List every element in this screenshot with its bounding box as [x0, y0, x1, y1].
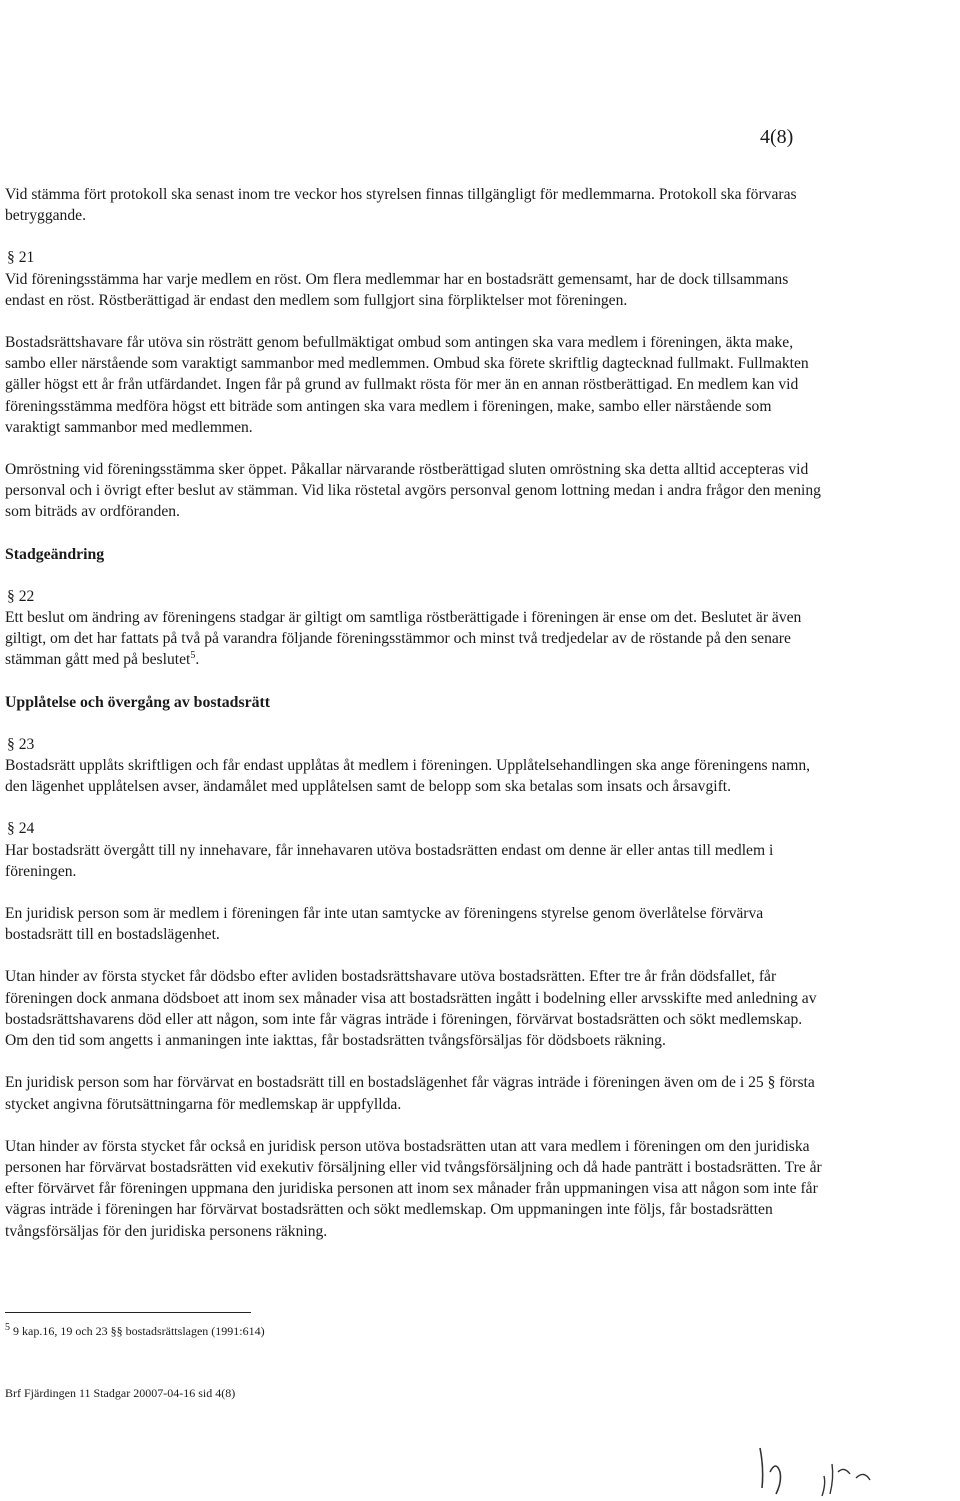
paragraph-juridisk-person-intrade: En juridisk person som har förvärvat en bostadsrätt till en bostadslägenhet får vägras inträde i föreningen även om de i 25 § första stycket angivna förutsättningarna för medlemskap är uppfyllda. [5, 1074, 815, 1113]
paragraph-exekutiv-forsaljning: Utan hinder av första stycket får också en juridisk person utöva bostadsrätten utan att vara medlem i föreningen om den juridiska personen har förvärvat bostadsrätten vid exekutiv försäljning eller vid tvångsförsäljning och då hade panträtt i bostadsrätten. Tre år efter förvärvet får föreningen uppmana den juridiska personen att inom sex månader från uppmaningen visa att någon som inte får vägras inträde i föreningen har förvärvat bostadsrätten och sökt medlemskap. Om uppmaningen inte följs, får bostadsrätten tvångsförsäljas för den juridiska personens räkning. [5, 1137, 822, 1240]
paragraph-omrostning: Omröstning vid föreningsstämma sker öppet. Påkallar närvarande röstberättigad sluten omröstning ska detta alltid accepteras vid personval och i övrigt efter beslut av stämman. Vid lika röstetal avgörs personval genom lottning medan i andra frågor den mening som biträds av ordföranden. [5, 461, 821, 521]
heading-stadgeandring: Stadgeändring [5, 545, 105, 563]
paragraph-stadgeandring-text: Ett beslut om ändring av föreningens stadgar är giltigt om samtliga röstberättigade i föreningen är ense om det. Beslutet är även giltigt, om det har fattats på två på varandra följande föreningsstämmor och minst två tredjedelar av de röstande på den senare stämman gått med på beslutet [5, 609, 802, 669]
footnote-reference: 5 [190, 650, 196, 662]
paragraph-juridisk-person-medlem: En juridisk person som är medlem i föreningen får inte utan samtycke av föreningens styrelse genom överlåtelse förvärva bostadsrätt till en bostadslägenhet. [5, 905, 764, 944]
paragraph-ombud: Bostadsrättshavare får utöva sin rösträtt genom befullmäktigat ombud som antingen ska vara medlem i föreningen, äkta make, sambo eller närstående som varaktigt sammanbor med medlemmen. Ombud ska förete skriftlig dagtecknad fullmakt. Fullmakten gäller högst ett år från utfärdandet. Ingen får på grund av fullmakt rösta för mer än en annan röstberättigad. En medlem kan vid föreningsstämma medföra högst ett biträde som antingen ska vara medlem i föreningen, make, sambo eller närstående som varaktigt sammanbor med medlemmen. [5, 334, 809, 436]
paragraph-stadgeandring-end: . [195, 651, 200, 669]
paragraph-upplatelse: Bostadsrätt upplåts skriftligen och får endast upplåtas åt medlem i föreningen. Upplåtelsehandlingen ska ange föreningens namn, den lägenhet upplåtelsen avser, ändamålet med upplåtelsen samt de belopp som ska betalas som insats och årsavgift. [5, 757, 811, 796]
paragraph-dodsbo: Utan hinder av första stycket får dödsbo efter avliden bostadsrättshavare utöva bostadsrätten. Efter tre år från dödsfallet, får föreningen dock anmana dödsboet att inom sex månader visa att bostadsrätten ingått i bodelning eller arvsskifte med anledning av bostadsrättshavarens död eller att någon, som inte får vägras inträde i föreningen, förvärvat bostadsrätten och sökt medlemskap. Om den tid som angetts i anmaningen inte iakttas, får bostadsrätten tvångsförsäljas för dödsboets räkning. [5, 968, 817, 1050]
paragraph-rostratt: Vid föreningsstämma har varje medlem en röst. Om flera medlemmar har en bostadsrätt gemensamt, har de dock tillsammans endast en röst. Röstberättigad är endast den medlem som fullgjort sina förpliktelser mot föreningen. [5, 270, 789, 309]
document-body [5, 184, 825, 1263]
paragraph-protokoll: Vid stämma fört protokoll ska senast inom tre veckor hos styrelsen finnas tillgängligt för medlemmarna. Protokoll ska förvaras betryggande. [5, 186, 797, 225]
paragraph-overgang: Har bostadsrätt övergått till ny innehavare, får innehavaren utöva bostadsrätten endast om denne är eller antas till medlem i föreningen. [5, 841, 774, 880]
footnote-marker: 5 [5, 1322, 10, 1333]
handwritten-initials [752, 1438, 912, 1498]
footnote [5, 1324, 265, 1339]
section-24-number: § 24 [7, 820, 35, 838]
page-footer: Brf Fjärdingen 11 Stadgar 20007-04-16 sid 4(8) [5, 1386, 236, 1400]
section-21-number: § 21 [7, 249, 35, 267]
footnote-text: 9 kap.16, 19 och 23 §§ bostadsrättslagen (1991:614) [13, 1324, 265, 1338]
section-22-number: § 22 [7, 587, 35, 605]
footnote-divider [5, 1312, 251, 1313]
paragraph-stadgeandring [5, 607, 825, 671]
section-23-number: § 23 [7, 735, 35, 753]
heading-upplatelse: Upplåtelse och övergång av bostadsrätt [5, 693, 271, 711]
page-number: 4(8) [760, 126, 794, 148]
